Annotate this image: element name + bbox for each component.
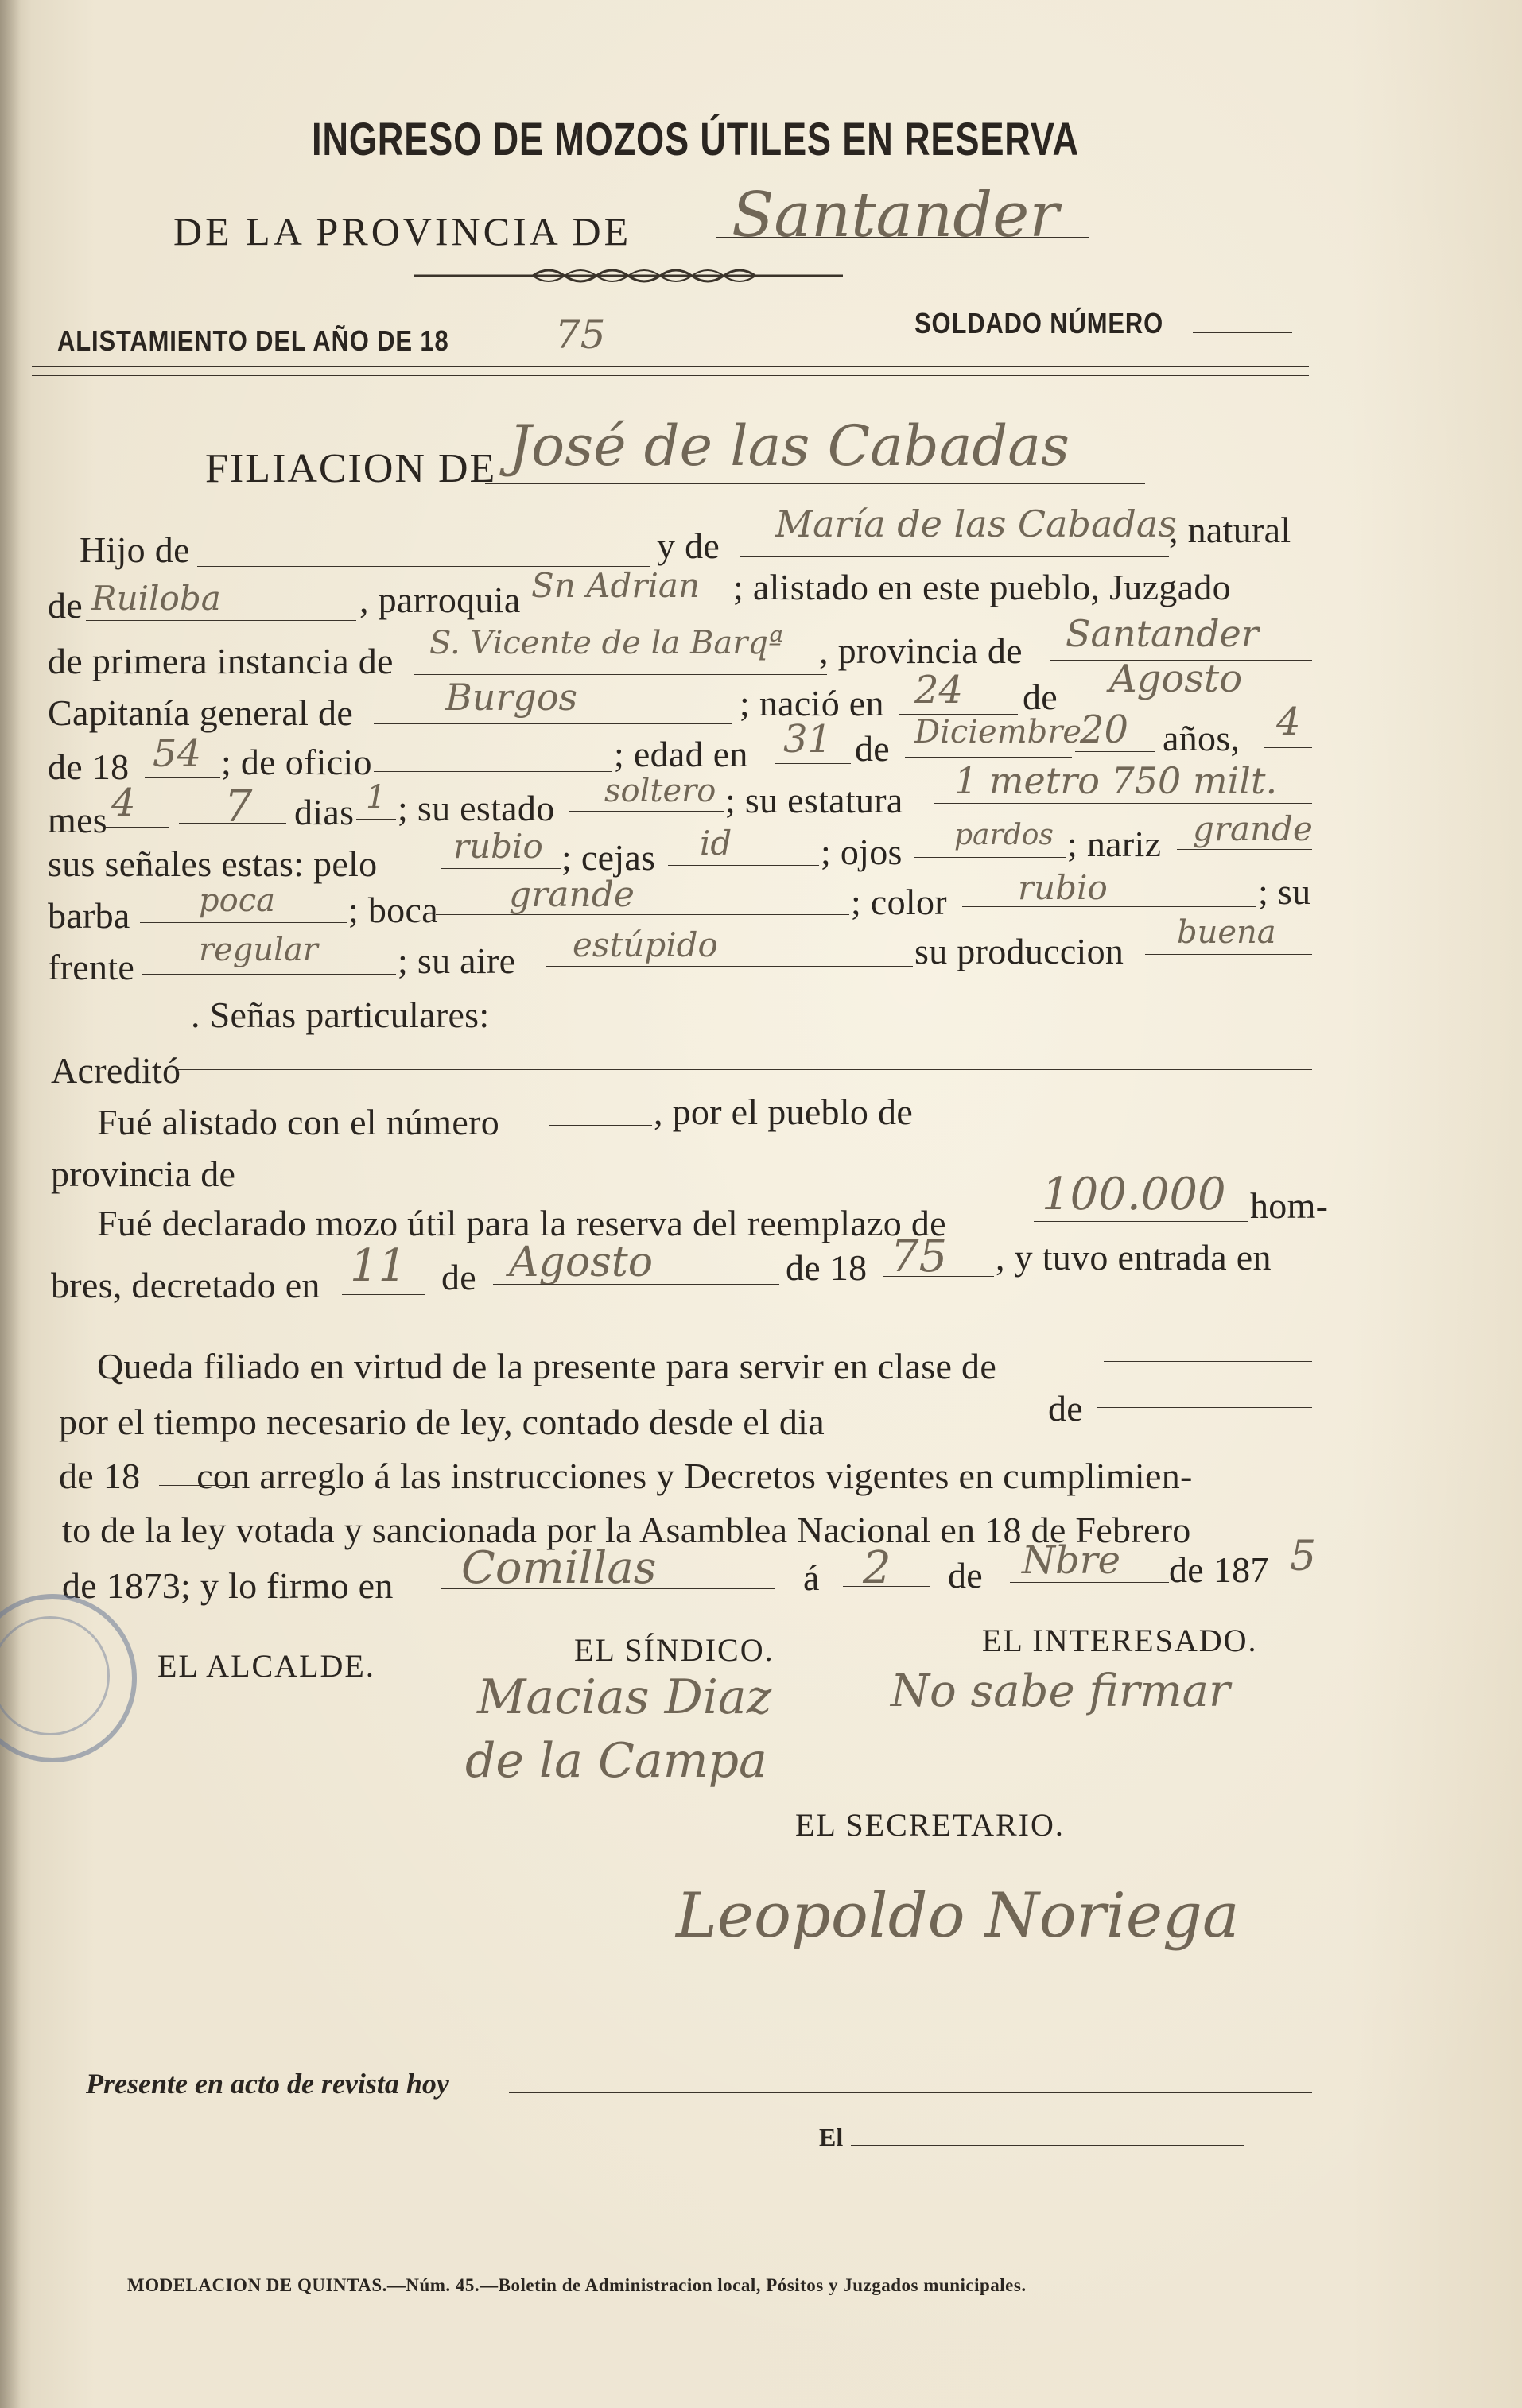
tiempo-de-label: de bbox=[1048, 1388, 1084, 1429]
municipal-seal bbox=[0, 1594, 137, 1762]
enlistment-label: ALISTAMIENTO DEL AÑO DE 18 bbox=[57, 324, 449, 357]
interesado-label: EL INTERESADO. bbox=[982, 1623, 1258, 1658]
province-handwritten: Santander bbox=[732, 180, 1059, 251]
hijo-de-label: Hijo de bbox=[80, 529, 190, 570]
nacio-label: ; nació en bbox=[740, 683, 884, 723]
dias-value: 7 bbox=[224, 781, 253, 832]
estado-label: ; su estado bbox=[398, 788, 555, 828]
province-value: Santander bbox=[1066, 612, 1259, 655]
estatura-value: 1 metro 750 milt. bbox=[954, 759, 1278, 802]
decretado-month: Agosto bbox=[509, 1239, 654, 1286]
sindico-signature-1: Macias Diaz bbox=[477, 1669, 772, 1725]
tiempo-text: por el tiempo necesario de ley, contado desde el dia bbox=[59, 1402, 825, 1442]
decretado-year-label: de 18 bbox=[786, 1247, 868, 1288]
document-title: INGRESO DE MOZOS ÚTILES EN RESERVA bbox=[312, 114, 1079, 165]
barba-label: barba bbox=[48, 895, 130, 936]
capitania-label: Capitanía general de bbox=[48, 692, 354, 733]
acredito-label: Acreditó bbox=[51, 1050, 181, 1091]
alistado-numero-label: Fué alistado con el número bbox=[97, 1102, 500, 1142]
sindico-signature-2: de la Campa bbox=[465, 1733, 767, 1789]
juzgado-label: de primera instancia de bbox=[48, 641, 394, 681]
provincia-label: , provincia de bbox=[819, 630, 1023, 671]
mother-name: María de las Cabadas bbox=[775, 502, 1177, 545]
aire-label: ; su aire bbox=[398, 940, 516, 981]
firmo-de-label: de bbox=[948, 1555, 984, 1596]
birth-month: Agosto bbox=[1109, 657, 1243, 701]
soldier-number-label: SOLDADO NÚMERO bbox=[914, 307, 1164, 339]
produccion-value: buena bbox=[1177, 914, 1276, 951]
dias-extra: 1 bbox=[366, 779, 386, 816]
decretado-year: 75 bbox=[891, 1231, 948, 1282]
natural-place: Ruiloba bbox=[91, 579, 221, 618]
declarado-text: Fué declarado mozo útil para la reserva del reemplazo de bbox=[97, 1203, 946, 1243]
firmo-text: de 1873; y lo firmo en bbox=[62, 1565, 394, 1606]
y-de-label: y de bbox=[657, 525, 720, 566]
su-label: ; su bbox=[1258, 871, 1311, 912]
produccion-label: su produccion bbox=[914, 931, 1124, 971]
parroquia-label: , parroquia bbox=[359, 580, 521, 620]
reemplazo-value: 100.000 bbox=[1042, 1169, 1226, 1220]
boca-label: ; boca bbox=[348, 890, 438, 930]
provincia-de-label: provincia de bbox=[51, 1154, 236, 1194]
birth-de-label: de bbox=[1023, 677, 1058, 717]
estado-value: soltero bbox=[604, 773, 716, 809]
boca-value: grande bbox=[509, 874, 635, 915]
natural-label: , natural bbox=[1169, 510, 1291, 550]
age-months: 4 bbox=[1276, 700, 1301, 744]
ornament-divider bbox=[414, 264, 843, 288]
enlistment-year: 75 bbox=[555, 312, 606, 358]
firmo-year-label: de 187 bbox=[1169, 1549, 1269, 1590]
decretado-day: 11 bbox=[350, 1240, 407, 1292]
queda-filiado-text: Queda filiado en virtud de la presente para servir en clase de bbox=[97, 1346, 997, 1386]
color-label: ; color bbox=[851, 882, 947, 922]
cejas-label: ; cejas bbox=[561, 837, 656, 878]
decretado-label: bres, decretado en bbox=[51, 1265, 320, 1305]
parish-value: Sn Adrian bbox=[531, 566, 700, 605]
mes-label: mes bbox=[48, 800, 107, 840]
firmo-place: Comillas bbox=[461, 1542, 657, 1594]
ojos-label: ; ojos bbox=[821, 832, 903, 872]
birth-year: 54 bbox=[153, 731, 202, 776]
alcalde-label: EL ALCALDE. bbox=[157, 1648, 375, 1684]
age-years: 20 bbox=[1080, 708, 1129, 752]
decretado-de-label: de bbox=[441, 1257, 477, 1297]
page-edge-shadow bbox=[0, 0, 21, 2408]
frente-value: regular bbox=[199, 932, 318, 968]
edad-label: ; edad en bbox=[614, 734, 748, 774]
firmo-month: Nbre bbox=[1022, 1538, 1121, 1583]
anos-label: años, bbox=[1163, 718, 1241, 758]
entrada-text: , y tuvo entrada en bbox=[996, 1237, 1272, 1278]
secretario-signature: Leopoldo Noriega bbox=[676, 1880, 1240, 1952]
color-value: rubio bbox=[1018, 868, 1108, 907]
arreglo-text: de 18 con arreglo á las instrucciones y Decretos vigentes en cumplimien- bbox=[59, 1456, 1193, 1496]
footer-imprint: MODELACION DE QUINTAS.—Núm. 45.—Boletin de Administracion local, Pósitos y Juzgados municipales. bbox=[127, 2275, 1027, 2295]
senas-label: . Señas particulares: bbox=[191, 995, 490, 1035]
secretario-label: EL SECRETARIO. bbox=[795, 1807, 1065, 1843]
alistado-text: ; alistado en este pueblo, Juzgado bbox=[733, 567, 1231, 607]
firmo-day: 2 bbox=[863, 1542, 891, 1594]
dias-label: dias bbox=[294, 792, 355, 832]
pelo-value: rubio bbox=[453, 827, 543, 866]
ley-text: to de la ley votada y sancionada por la Asamblea Nacional en 18 de Febrero bbox=[62, 1510, 1191, 1550]
firmo-a-label: á bbox=[803, 1557, 820, 1598]
capitania-value: Burgos bbox=[445, 676, 578, 719]
nariz-label: ; nariz bbox=[1067, 824, 1162, 864]
oficio-label: ; de oficio bbox=[221, 742, 372, 782]
revista-el-label: El bbox=[819, 2123, 844, 2151]
edad-month: Diciembre bbox=[914, 714, 1082, 750]
filiacion-label: FILIACION DE bbox=[205, 446, 497, 491]
sindico-label: EL SÍNDICO. bbox=[574, 1632, 775, 1668]
revista-label: Presente en acto de revista hoy bbox=[86, 2068, 449, 2100]
cejas-value: id bbox=[700, 824, 732, 863]
filiacion-name: José de las Cabadas bbox=[509, 413, 1070, 479]
ojos-value: pardos bbox=[954, 819, 1054, 851]
pelo-label: sus señales estas: pelo bbox=[48, 843, 378, 884]
frente-label: frente bbox=[48, 947, 135, 987]
court-value: S. Vicente de la Barqª bbox=[429, 625, 783, 661]
firmo-year: 5 bbox=[1290, 1533, 1317, 1580]
barba-value: poca bbox=[199, 882, 275, 919]
aire-value: estúpido bbox=[573, 925, 718, 964]
interesado-signature: No sabe firmar bbox=[891, 1665, 1230, 1717]
edad-day: 31 bbox=[783, 717, 833, 762]
hom-label: hom- bbox=[1250, 1185, 1329, 1226]
birth-year-label: de 18 bbox=[48, 746, 130, 787]
pueblo-label: , por el pueblo de bbox=[654, 1092, 914, 1132]
edad-de-label: de bbox=[855, 728, 891, 769]
mes-value: 4 bbox=[111, 781, 136, 825]
birth-day: 24 bbox=[914, 668, 964, 712]
province-label: DE LA PROVINCIA DE bbox=[173, 209, 632, 254]
de-label: de bbox=[48, 585, 83, 626]
nariz-value: grande bbox=[1193, 809, 1313, 848]
estatura-label: ; su estatura bbox=[725, 780, 903, 820]
